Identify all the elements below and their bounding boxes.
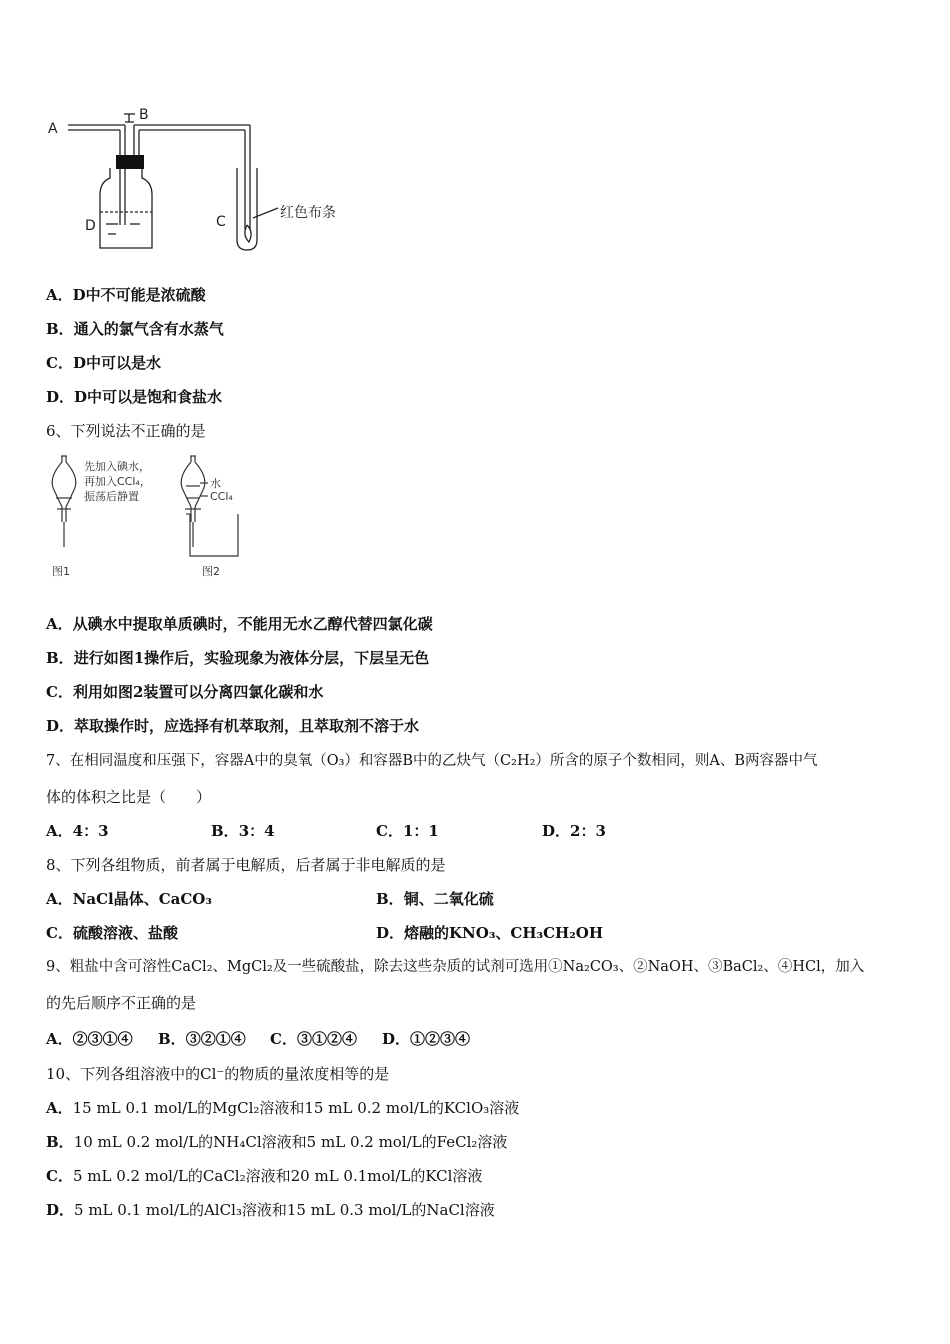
fig2-ccl4-label: CCl₄: [210, 490, 233, 503]
separatory-funnel-figure: [40, 452, 270, 582]
q6-option-c: C．利用如图2装置可以分离四氯化碳和水: [46, 683, 324, 701]
q6-option-a: A．从碘水中提取单质碘时，不能用无水乙醇代替四氯化碳: [46, 615, 433, 633]
q10-option-a: A．15 mL 0.1 mol/L的MgCl₂溶液和15 mL 0.2 mol/L的KClO₃溶液: [46, 1099, 520, 1117]
q6-stem: 6、下列说法不正确的是: [46, 422, 206, 440]
fig2-water-label: 水: [210, 477, 221, 490]
q5-option-c: C．D中可以是水: [46, 354, 161, 372]
fig1-note-line2: 再加入CCl₄，: [84, 475, 151, 488]
q8-stem: 8、下列各组物质，前者属于电解质，后者属于非电解质的是: [46, 856, 446, 874]
q10-option-d: D．5 mL 0.1 mol/L的AlCl₃溶液和15 mL 0.3 mol/L的NaCl溶液: [46, 1201, 495, 1219]
fig1-caption: 图1: [52, 565, 70, 578]
q9-option-d: D．①②③④: [382, 1030, 471, 1048]
q9-option-b: B．③②①④: [158, 1030, 246, 1048]
q7-stem-line2: 体的体积之比是（ ）: [46, 788, 212, 806]
fig2-caption: 图2: [202, 565, 220, 578]
q8-option-a: A．NaCl晶体、CaCO₃: [46, 890, 212, 908]
q10-option-c: C．5 mL 0.2 mol/L的CaCl₂溶液和20 mL 0.1mol/L的KCl溶液: [46, 1167, 483, 1185]
q6-option-d: D．萃取操作时，应选择有机萃取剂，且萃取剂不溶于水: [46, 717, 420, 735]
q9-option-a: A．②③①④: [46, 1030, 133, 1048]
q10-stem: 10、下列各组溶液中的Cl⁻的物质的量浓度相等的是: [46, 1065, 390, 1083]
q9-stem-line2: 的先后顺序不正确的是: [46, 994, 197, 1012]
label-d: D: [85, 218, 96, 234]
q7-option-c: C．1：1: [376, 822, 439, 840]
q5-option-b: B．通入的氯气含有水蒸气: [46, 320, 224, 338]
label-b: B: [139, 107, 149, 123]
q9-option-c: C．③①②④: [270, 1030, 357, 1048]
label-a: A: [48, 121, 58, 137]
q5-option-d: D．D中可以是饱和食盐水: [46, 388, 223, 406]
q6-option-b: B．进行如图1操作后，实验现象为液体分层，下层呈无色: [46, 649, 430, 667]
label-red-cloth: 红色布条: [280, 205, 336, 221]
q7-option-b: B．3：4: [211, 822, 275, 840]
fig1-note-line3: 振荡后静置: [84, 490, 139, 503]
fig1-note-line1: 先加入碘水，: [84, 460, 150, 473]
q8-option-b: B．铜、二氧化硫: [376, 890, 494, 908]
q7-option-d: D．2：3: [542, 822, 606, 840]
q8-option-c: C．硫酸溶液、盐酸: [46, 924, 178, 942]
q8-option-d: D．熔融的KNO₃、CH₃CH₂OH: [376, 924, 604, 942]
q9-stem-line1: 9、粗盐中含可溶性CaCl₂、MgCl₂及一些硫酸盐，除去这些杂质的试剂可选用①Na₂CO₃、②NaOH、③BaCl₂、④HCl，加入: [46, 959, 865, 975]
q7-option-a: A．4：3: [46, 822, 109, 840]
q5-option-a: A．D中不可能是浓硫酸: [46, 286, 206, 304]
q7-stem-line1: 7、在相同温度和压强下，容器A中的臭氧（O₃）和容器B中的乙炔气（C₂H₂）所含的原子个数相同，则A、B两容器中气: [46, 753, 818, 769]
apparatus-figure: [40, 100, 360, 260]
q10-option-b: B．10 mL 0.2 mol/L的NH₄Cl溶液和5 mL 0.2 mol/L的FeCl₂溶液: [46, 1133, 508, 1151]
label-c: C: [216, 214, 226, 230]
